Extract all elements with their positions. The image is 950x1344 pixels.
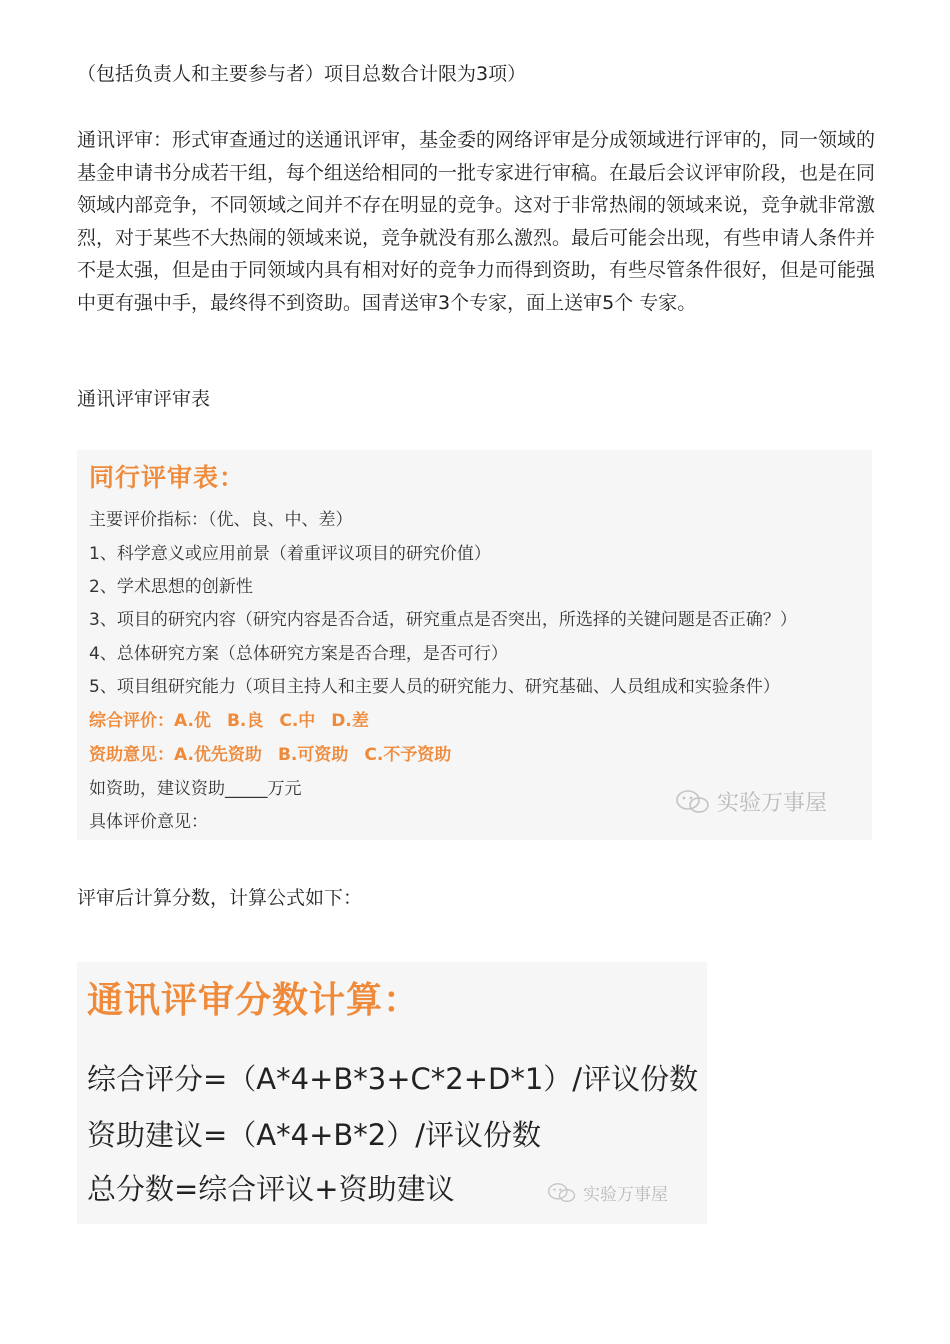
funding-option: B.可资助 <box>277 745 349 765</box>
wechat-icon <box>675 789 711 815</box>
review-form-image <box>77 450 872 840</box>
review-item: 3、项目的研究内容（研究内容是否合适，研究重点是否突出，所选择的关键问题是否正确？） <box>89 610 797 630</box>
funding-opinion-line <box>89 740 467 765</box>
funding-option: C.不予资助 <box>364 745 452 765</box>
table-caption: 通讯评审评审表 <box>77 388 211 410</box>
overall-rating-line <box>89 706 385 731</box>
formula-caption: 评审后计算分数，计算公式如下： <box>77 887 363 909</box>
review-item: 4、总体研究方案（总体研究方案是否合理，是否可行） <box>89 644 508 664</box>
review-form-title: 同行评审表： <box>89 463 246 492</box>
intro-paragraph: （包括负责人和主要参与者）项目总数合计限为3项） <box>77 63 527 85</box>
overall-label: 综合评价： <box>89 711 174 731</box>
formula-line: 总分数=综合评议+资助建议 <box>87 1172 455 1206</box>
review-item: 2、学术思想的创新性 <box>89 577 253 597</box>
comments-line: 具体评价意见： <box>89 812 208 832</box>
review-item: 1、科学意义或应用前景（着重评议项目的研究价值） <box>89 544 491 564</box>
score-card-title: 通讯评审分数计算： <box>87 980 421 1021</box>
watermark <box>675 786 827 817</box>
funding-label: 资助意见： <box>89 745 174 765</box>
overall-option: D.差 <box>331 711 369 731</box>
score-formula-image <box>77 962 707 1224</box>
wechat-icon <box>547 1182 577 1204</box>
formula-line: 综合评分=（A*4+B*3+C*2+D*1）/评议份数 <box>87 1062 699 1096</box>
watermark-text: 实验万事屋 <box>583 1185 668 1205</box>
formula-line: 资助建议=（A*4+B*2）/评议份数 <box>87 1118 542 1152</box>
funding-option: A.优先资助 <box>174 745 262 765</box>
watermark-text: 实验万事屋 <box>717 791 828 816</box>
overall-option: B.良 <box>226 711 264 731</box>
watermark <box>547 1180 668 1205</box>
overall-option: C.中 <box>279 711 316 731</box>
overall-option: A.优 <box>174 711 211 731</box>
review-item: 5、项目组研究能力（项目主持人和主要人员的研究能力、研究基础、人员组成和实验条件） <box>89 677 780 697</box>
indicators-line: 主要评价指标：（优、良、中、差） <box>89 510 353 530</box>
review-paragraph: 通讯评审：形式审查通过的送通讯评审，基金委的网络评审是分成领域进行评审的，同一领域的基金申请书分成若干组，每个组送给相同的一批专家进行审稿。在最后会议评审阶段，也是在同领域内部竞争，不同领域之间并不存在明显的竞争。这对于非常热闹的领域来说，竞争就非常激烈，对于某些不大热闹的领域来说，竞争就没有那么激烈。最后可能会出现，有些申请人条件并不是太强，但是由于同领域内具有相对好的竞争力而得到资助，有些尽管条件很好，但是可能强中更有强中手，最终得不到资助。国青送审3个专家，面上送审5个 专家。 <box>77 129 876 314</box>
suggested-amount-line: 如资助，建议资助_____万元 <box>89 779 302 799</box>
